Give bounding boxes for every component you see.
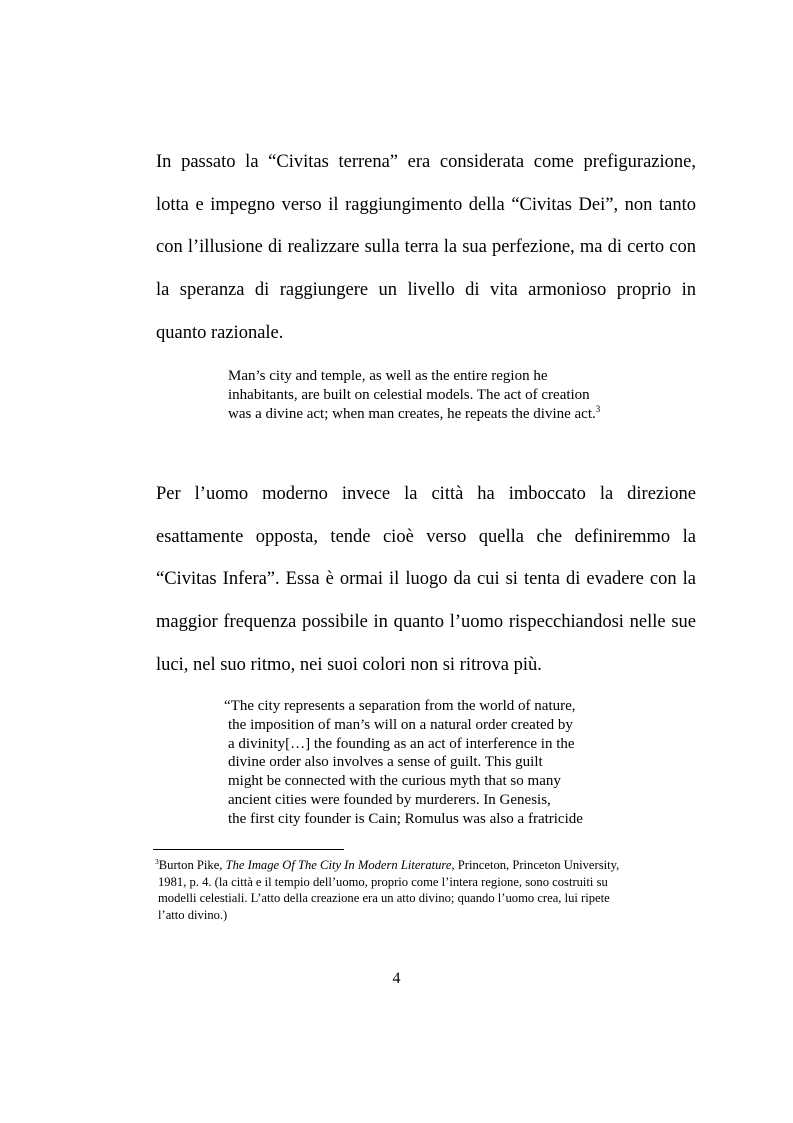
quote-line: might be connected with the curious myth that so many xyxy=(228,773,561,790)
block-quote-city-separation xyxy=(224,697,583,829)
footnote-reference[interactable]: 3 xyxy=(595,403,601,414)
quote-line: ancient cities were founded by murderers. In Genesis, xyxy=(228,791,551,808)
footnote-publisher: , Princeton, Princeton University, xyxy=(451,858,620,872)
paragraph-line: luci, nel suo ritmo, nei suoi colori non si ritrova più. xyxy=(156,654,542,675)
footnote-book-title: The Image Of The City In Modern Literature xyxy=(225,858,452,872)
paragraph-line: la speranza di raggiungere un livello di vita armonioso proprio in xyxy=(156,280,696,301)
quote-line: “The city represents a separation from the world of nature, xyxy=(224,698,576,714)
block-quote-celestial-models xyxy=(228,367,600,423)
paragraph-line: In passato la “Civitas terrena” era considerata come prefigurazione, xyxy=(156,152,696,172)
footnote-line: 1981, p. 4. (la città e il tempio dell’uomo, proprio come l’intera regione, sono costruiti su xyxy=(158,874,608,889)
paragraph-line: esattamente opposta, tende cioè verso quella che definiremmo la xyxy=(156,526,696,547)
quote-line: a divinity[…] the founding as an act of interference in the xyxy=(228,735,575,752)
footnote-author: Burton Pike, xyxy=(158,858,226,872)
quote-line: inhabitants, are built on celestial models. The act of creation xyxy=(228,386,590,403)
footnote-mark: 3 xyxy=(155,856,159,866)
quote-line: Man’s city and temple, as well as the entire region he xyxy=(228,368,548,384)
footnote-separator xyxy=(153,849,344,850)
paragraph-line: maggior frequenza possibile in quanto l’uomo rispecchiandosi nelle sue xyxy=(156,612,696,633)
footnote-line: modelli celestiali. L’atto della creazione era un atto divino; quando l’uomo crea, lui ripete xyxy=(158,891,610,905)
paragraph-line: quanto razionale. xyxy=(156,322,284,343)
paragraph-line: “Civitas Infera”. Essa è ormai il luogo da cui si tenta di evadere con la xyxy=(156,569,696,590)
quote-line: the imposition of man’s will on a natural order created by xyxy=(228,716,573,733)
paragraph-line: lotta e impegno verso il raggiungimento della “Civitas Dei”, non tanto xyxy=(156,194,696,215)
paragraph-civitas-infera xyxy=(156,473,696,687)
footnote xyxy=(155,857,619,923)
paragraph-line: Per l’uomo moderno invece la città ha imboccato la direzione xyxy=(156,484,696,504)
page-number: 4 xyxy=(392,970,401,987)
paragraph-line: con l’illusione di realizzare sulla terra la sua perfezione, ma di certo con xyxy=(156,237,696,258)
quote-line: the first city founder is Cain; Romulus was also a fratricide xyxy=(228,810,583,827)
paragraph-civitas-terrena xyxy=(156,141,696,355)
quote-line: divine order also involves a sense of guilt. This guilt xyxy=(228,754,543,771)
quote-line-text: was a divine act; when man creates, he repeats the divine act. xyxy=(228,405,596,422)
footnote-line xyxy=(155,857,619,874)
quote-line-last xyxy=(228,405,600,424)
footnote-line: l’atto divino.) xyxy=(158,907,228,922)
